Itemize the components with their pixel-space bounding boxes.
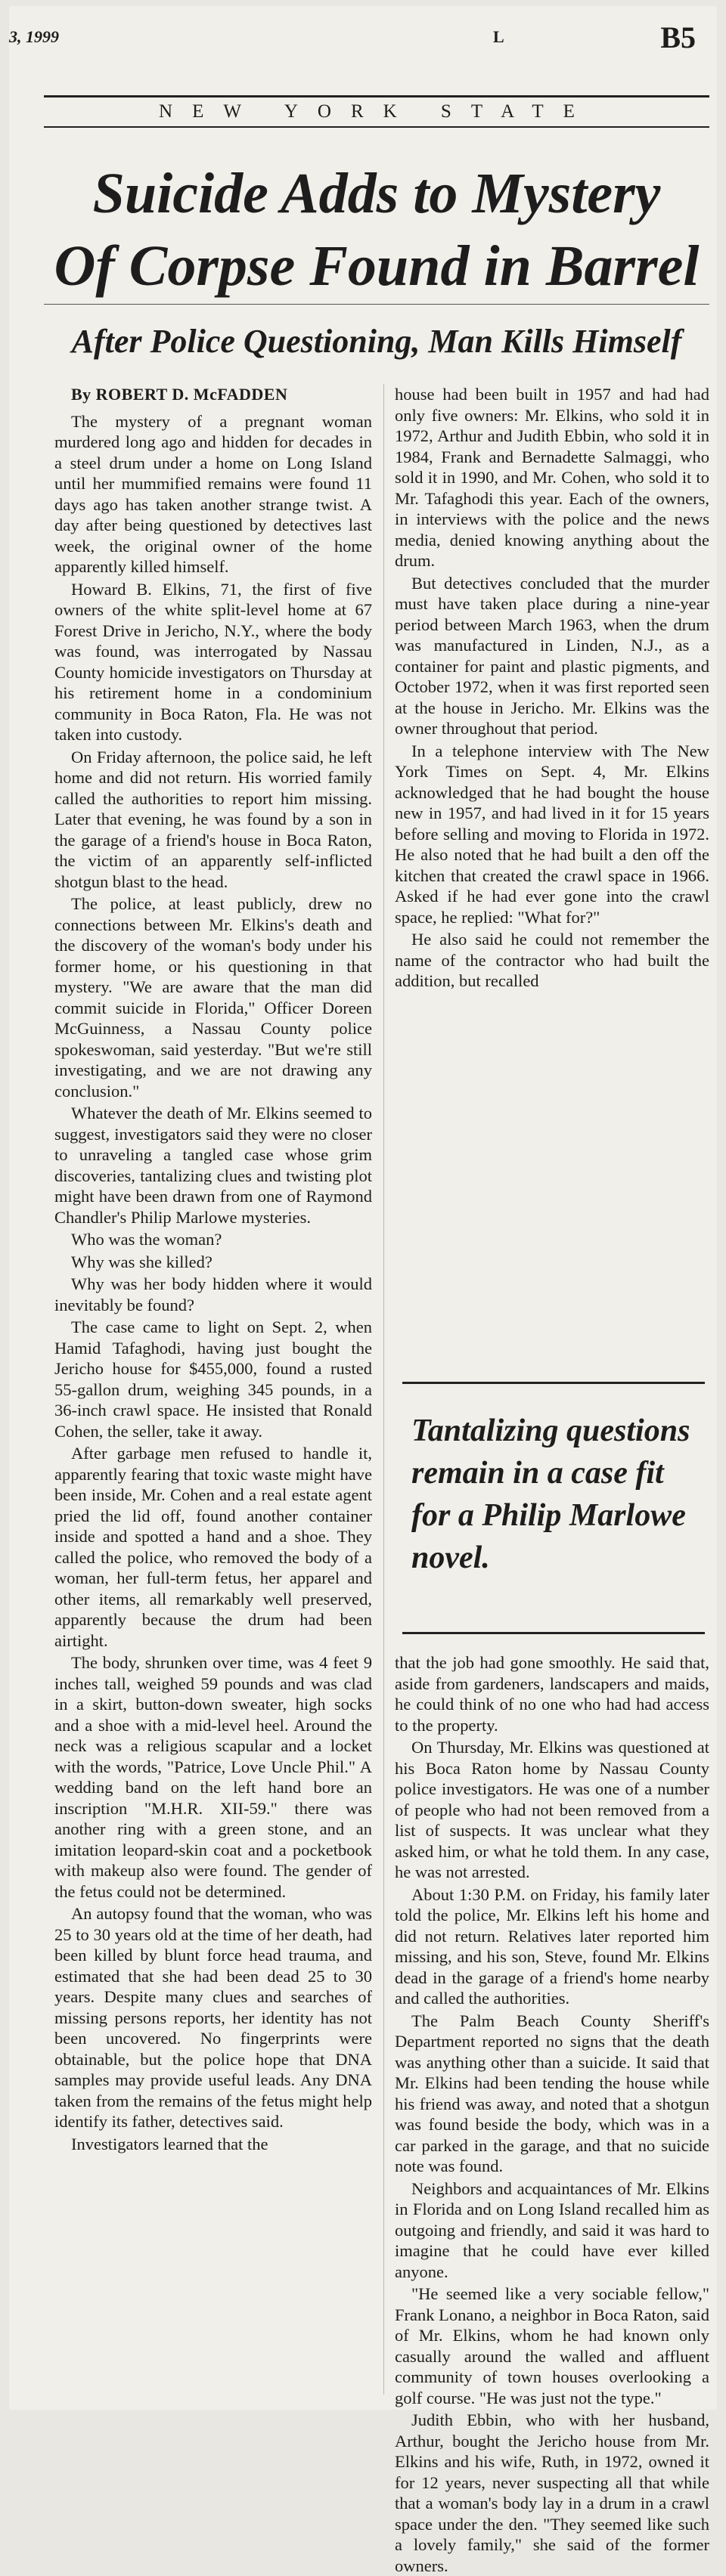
page-number: B5: [660, 20, 696, 54]
paragraph: The Palm Beach County Sheriff's Department reported no signs that the death was anything other than a suicide. It said that Mr. Elkins had been tending the house while his friend was away, and noted that a shotgun was found beside the body, which was in a car parked in the garage, and that no suicide note was found.: [395, 2011, 709, 2175]
paragraph: The police, at least publicly, drew no connections between Mr. Elkins's death and the discovery of the woman's body under his former home, or his questioning in that mystery. "We are aware that the man did commit suicide in Florida," Officer Doreen McGuinness, a Nassau County police spokeswoman, said yesterday. "But we're still investigating, and we are not drawing any conclusion.": [54, 894, 372, 1101]
edition-marker: L: [493, 27, 504, 46]
section-title: NEW YORK STATE: [159, 101, 594, 122]
paragraph: Neighbors and acquaintances of Mr. Elkins in Florida and on Long Island recalled him as outgoing and friendly, and said it was hard to imagine that he could have ever killed anyone.: [395, 2178, 709, 2281]
paragraph: Why was her body hidden where it would inevitably be found?: [54, 1274, 372, 1314]
paragraph: that the job had gone smoothly. He said that, aside from gardeners, landscapers and maids, he could think of no one who had had access to the property.: [395, 1653, 709, 1735]
paragraph: Judith Ebbin, who with her husband, Arthur, bought the Jericho house from Mr. Elkins and his wife, Ruth, in 1972, owned it for 12 years, never suspecting all that while that a woman's body lay in a drum in a crawl space under the den. "They seemed like such a lovely family," she said of the former owners.: [395, 2410, 709, 2575]
paragraph: Whatever the death of Mr. Elkins seemed to suggest, investigators said they were no closer to unraveling a tangled case whose grim discoveries, tantalizing clues and twisting plot might have been drawn from one of Raymond Chandler's Philip Marlowe mysteries.: [54, 1104, 372, 1227]
paragraph: About 1:30 P.M. on Friday, his family later told the police, Mr. Elkins left his home and did not return. Relatives later reported him missing, and his son, Steve, found Mr. Elkins dead in the garage of a friend's home nearby and called the authorities.: [395, 1884, 709, 2008]
pull-quote: [402, 1382, 705, 1634]
paragraph: Howard B. Elkins, 71, the first of five owners of the white split-level home at 67 Forest Drive in Jericho, N.Y., where the body was found, was interrogated by Nassau County homicide investigators on Thursday at his retirement home in a condominium community in Boca Raton, Fla. He was not taken into custody.: [54, 579, 372, 744]
headline-line-1: Suicide Adds to Mystery: [92, 162, 661, 225]
paragraph: house had been built in 1957 and had had only five owners: Mr. Elkins, who sold it in 1972, Arthur and Judith Ebbin, who sold it in 1984, Frank and Bernadette Salmaggi, who sold it in 1990, and Mr. Cohen, who sold it to Mr. Tafaghodi this year. Each of the owners, in interviews with the police and the news media, denied knowing anything about the drum.: [395, 385, 709, 570]
paragraph: But detectives concluded that the murder must have taken place during a nine-year period between March 1963, when the drum was manufactured in Linden, N.J., as a container for paint and plastic pigments, and October 1972, when it was first reported seen at the house in Jericho. Mr. Elkins was the owner throughout that period.: [395, 573, 709, 738]
paragraph: After garbage men refused to handle it, apparently fearing that toxic waste might have been inside, Mr. Cohen and a real estate agent pried the lid off, found another container inside and spotted a hand and a shoe. They called the police, who removed the body of a woman, her full-term fetus, her apparel and other items, all remarkably well preserved, apparently because the drum had been airtight.: [54, 1444, 372, 1650]
headline: [44, 157, 709, 302]
paragraph: Who was the woman?: [71, 1230, 222, 1249]
paragraph: Why was she killed?: [71, 1252, 213, 1271]
paragraph: An autopsy found that the woman, who was 25 to 30 years old at the time of her death, had been killed by blunt force head trauma, and estimated that she had been dead 25 to 30 years. Despite many clues and searches of missing persons reports, her identity has not been uncovered. No fingerprints were obtainable, but the police hope that DNA samples may provide useful leads. Any DNA taken from the remains of the fetus might help identify its father, detectives said.: [54, 1904, 372, 2131]
subheadline: After Police Questioning, Man Kills Himself: [71, 323, 682, 360]
paragraph: In a telephone interview with The New York Times on Sept. 4, Mr. Elkins acknowledged that he had bought the house new in 1957, and had lived in it for 15 years before selling and moving to Florida in 1972. He also noted that he had built a den off the kitchen that created the crawl space in 1966. Asked if he had ever gone into the crawl space, he replied: "What for?": [395, 741, 709, 927]
section-banner: [44, 95, 709, 128]
newspaper-page: [9, 6, 717, 2575]
article-column-right-bottom: [395, 1652, 709, 2576]
page-header: [9, 14, 717, 54]
byline: By ROBERT D. McFADDEN: [71, 385, 288, 404]
article-column-right-top: [395, 384, 709, 992]
paragraph: Investigators learned that the: [71, 2134, 268, 2153]
paragraph: On Thursday, Mr. Elkins was questioned at his Boca Raton home by Nassau County police investigators. He was one of a number of people who had not been removed from a list of suspects. It was unclear what they asked him, or what he told them. In any case, he was not arrested.: [395, 1738, 709, 1881]
column-divider: [383, 384, 384, 2395]
paragraph: The case came to light on Sept. 2, when Hamid Tafaghodi, having just bought the Jericho house for $455,000, found a rusted 55-gallon drum, weighing 345 pounds, in a 36-inch crawl space. He insisted that Ronald Cohen, the seller, take it away.: [54, 1317, 372, 1441]
paragraph: "He seemed like a very sociable fellow," Frank Lonano, a neighbor in Boca Raton, said of Mr. Elkins, whom he had known only casually around the walled and affluent community of town houses overlooking a golf course. "He was just not the type.": [395, 2284, 709, 2407]
headline-line-2: Of Corpse Found in Barrel: [54, 234, 700, 298]
article-column-left: [54, 384, 372, 2154]
paragraph: The mystery of a pregnant woman murdered long ago and hidden for decades in a steel drum under a home on Long Island until her mummified remains were found 11 days ago has taken another strange twist. A day after being questioned by detectives last week, the original owner of the home apparently killed himself.: [54, 411, 372, 576]
pull-quote-text: Tantalizing questions remain in a case fit for a Philip Marlowe novel.: [411, 1413, 690, 1575]
headline-rule: [44, 304, 709, 305]
paragraph: On Friday afternoon, the police said, he left home and did not return. His worried family called the authorities to report him missing. Later that evening, he was found by a son in the garage of a friend's house in Boca Raton, the victim of an apparently self-inflicted shotgun blast to the head.: [54, 747, 372, 891]
page-date: 3, 1999: [9, 27, 59, 46]
paragraph: He also said he could not remember the name of the contractor who had built the addition, but recalled: [395, 930, 709, 990]
paragraph: The body, shrunken over time, was 4 feet 9 inches tall, weighed 59 pounds and was clad in a skirt, button-down sweater, high socks and a shoe with a mid-level heel. Around the neck was a religious scapular and a locket with the words, "Patrice, Love Uncle Phil." A wedding band on the left hand bore an inscription "M.H.R. XII-59." there was another ring with a green stone, and an imitation leopard-skin coat and a pocketbook with makeup also were found. The gender of the fetus could not be determined.: [54, 1653, 372, 1901]
